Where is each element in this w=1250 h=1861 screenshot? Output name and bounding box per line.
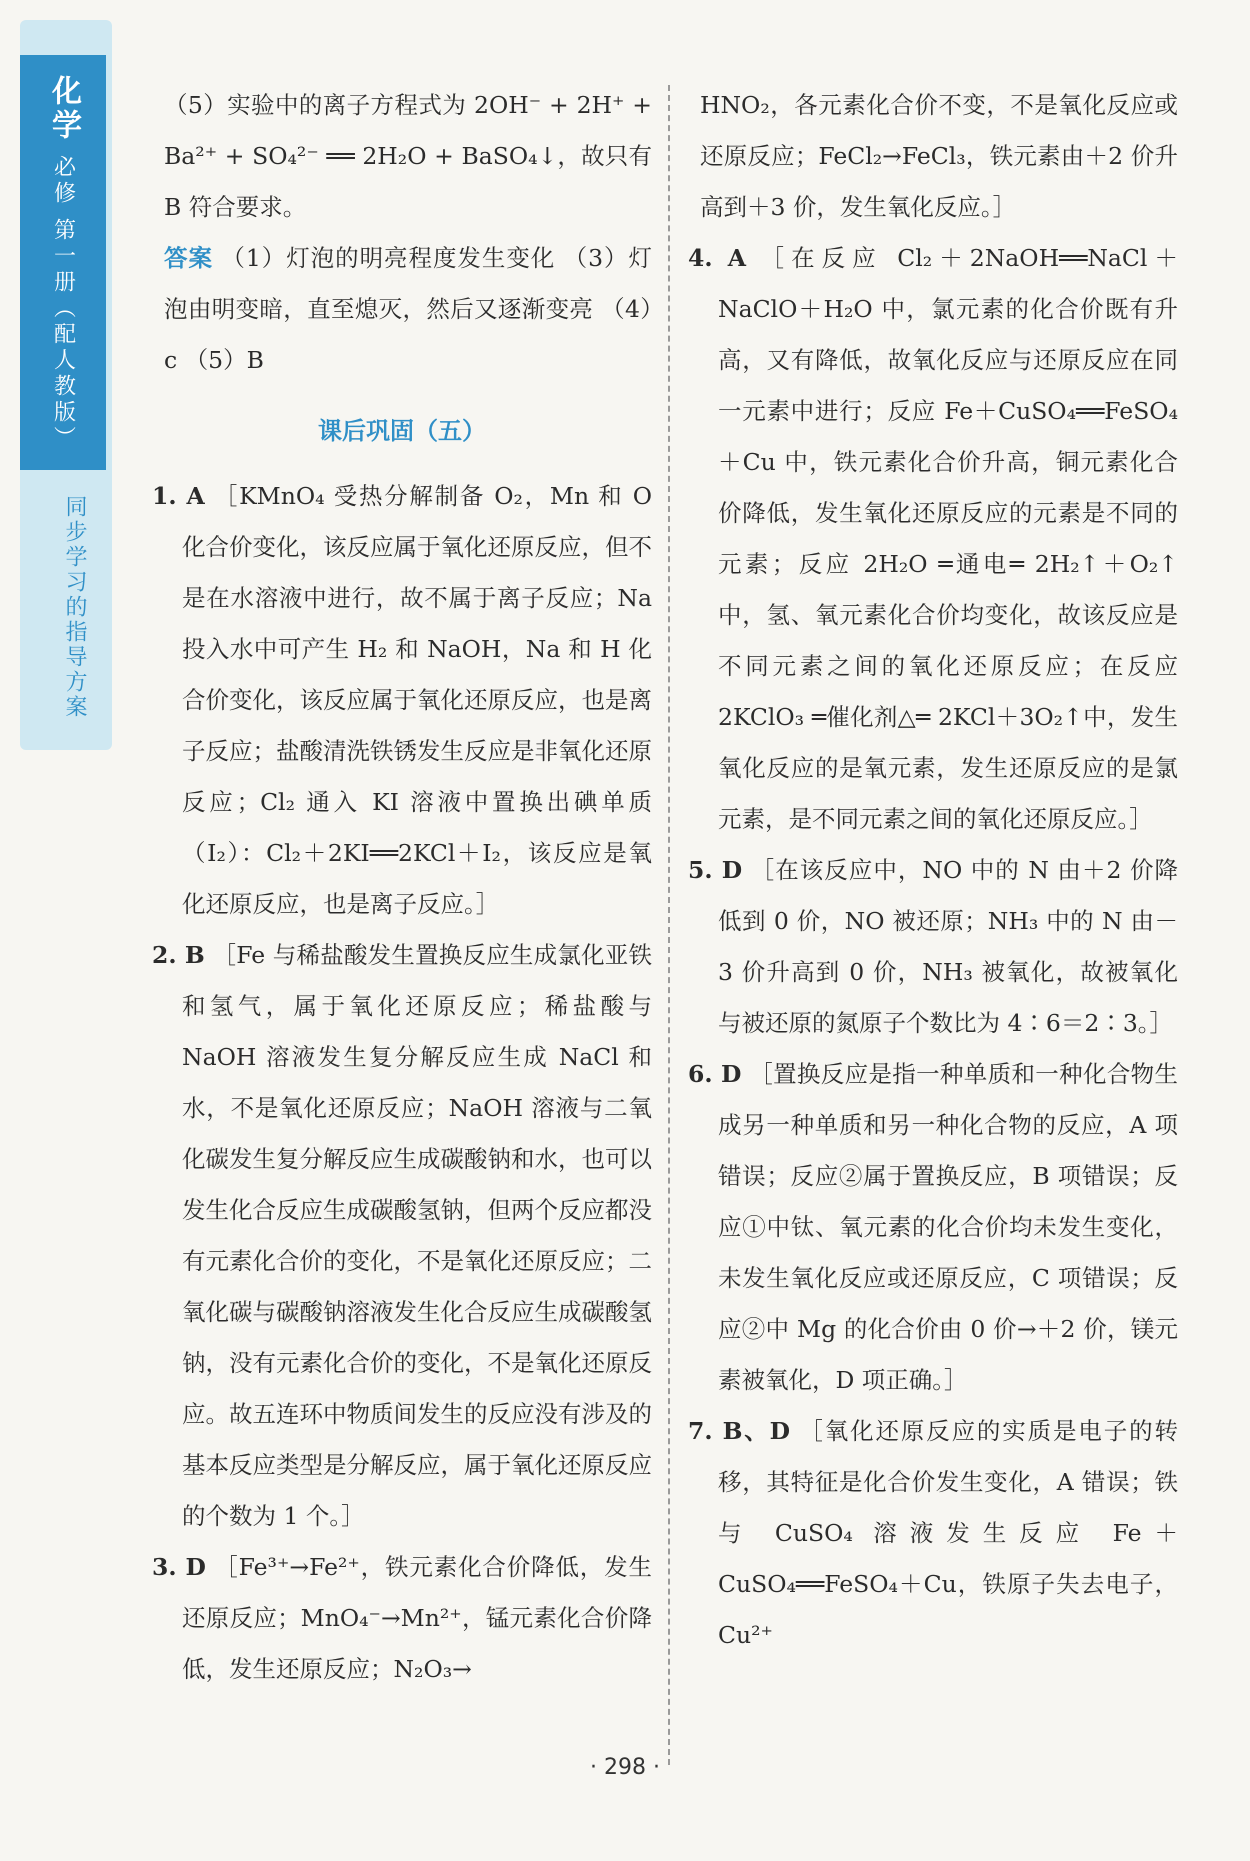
question-3-answer: 3. D	[152, 1553, 206, 1581]
question-7-explanation: ［氧化还原反应的实质是电子的转移，其特征是化合价发生变化，A 错误；铁与 CuSO₄ 溶液发生反应 Fe＋CuSO₄══FeSO₄＋Cu，铁原子失去电子，Cu²⁺	[718, 1417, 1178, 1649]
question-1-answer: 1. A	[152, 482, 205, 510]
column-divider	[668, 85, 670, 1765]
question-5	[688, 845, 1178, 1049]
question-6	[688, 1049, 1178, 1406]
question-3-continued: HNO₂，各元素化合价不变，不是氧化反应或还原反应；FeCl₂→FeCl₃，铁元素由＋2 价升高到＋3 价，发生氧化反应。］	[700, 91, 1178, 221]
side-series: 同步学习的指导方案	[62, 495, 87, 720]
question-6-explanation: ［置换反应是指一种单质和一种化合物生成另一种单质和另一种化合物的反应，A 项错误；反应②属于置换反应，B 项错误；反应①中钛、氧元素的化合价均未发生变化，未发生氧化反应或还原反应，C 项错误；反应②中 Mg 的化合价由 0 价→＋2 价，镁元素被氧化，D 项正确。］	[718, 1060, 1178, 1394]
right-column	[688, 80, 1178, 1661]
answer-text: （1）灯泡的明亮程度发生变化 （3）灯泡由明变暗，直至熄灭，然后又逐渐变亮 （4）c （5）B	[164, 244, 652, 374]
page-number: · 298 ·	[590, 1755, 660, 1780]
question-2-answer: 2. B	[152, 941, 205, 969]
answer-label: 答案	[164, 244, 213, 272]
question-5-explanation: ［在该反应中，NO 中的 N 由＋2 价降低到 0 价，NO 被还原；NH₃ 中的 N 由－3 价升高到 0 价，NH₃ 被氧化，故被氧化与被还原的氮原子个数比为 4∶6＝2∶3。］	[718, 856, 1178, 1037]
question-7-answer: 7. B、D	[688, 1417, 791, 1445]
question-4-answer: 4. A	[688, 244, 746, 272]
part5-explanation: （5）实验中的离子方程式为 2OH⁻ + 2H⁺ + Ba²⁺ + SO₄²⁻ ══ 2H₂O + BaSO₄↓，故只有 B 符合要求。	[164, 91, 652, 221]
side-volume: 必修 第一册（配人教版）	[50, 155, 76, 452]
question-1	[152, 471, 652, 930]
question-1-explanation: ［KMnO₄ 受热分解制备 O₂，Mn 和 O 化合价变化，该反应属于氧化还原反应，但不是在水溶液中进行，故不属于离子反应；Na 投入水中可产生 H₂ 和 NaOH，Na 和 H 化合价变化，该反应属于氧化还原反应，也是离子反应；盐酸清洗铁锈发生反应是非氧化还原反应；Cl₂ 通入 KI 溶液中置换出碘单质（I₂）：Cl₂＋2KI══2KCl＋I₂，该反应是氧化还原反应，也是离子反应。］	[182, 482, 652, 918]
left-column	[152, 80, 652, 1695]
question-6-answer: 6. D	[688, 1060, 742, 1088]
section-title: 课后巩固（五）	[318, 417, 486, 445]
question-2-explanation: ［Fe 与稀盐酸发生置换反应生成氯化亚铁和氢气，属于氧化还原反应；稀盐酸与 NaOH 溶液发生复分解反应生成 NaCl 和水，不是氧化还原反应；NaOH 溶液与二氧化碳发生复分解反应生成碳酸钠和水，也可以发生化合反应生成碳酸氢钠，但两个反应都没有元素化合价的变化，不是氧化还原反应；二氧化碳与碳酸钠溶液发生化合反应生成碳酸氢钠，没有元素化合价的变化，不是氧化还原反应。故五连环中物质间发生的反应没有涉及的基本反应类型是分解反应，属于氧化还原反应的个数为 1 个。］	[182, 941, 652, 1530]
side-tab-header	[20, 55, 106, 470]
question-4-explanation: ［在反应 Cl₂＋2NaOH══NaCl＋NaClO＋H₂O 中，氯元素的化合价既有升高，又有降低，故氧化反应与还原反应在同一元素中进行；反应 Fe＋CuSO₄══FeSO₄＋Cu 中，铁元素化合价升高，铜元素化合价降低，发生氧化还原反应的元素是不同的元素；反应 2H₂O ═通电═ 2H₂↑＋O₂↑中，氢、氧元素化合价均变化，故该反应是不同元素之间的氧化还原反应；在反应 2KClO₃ ═催化剂△═ 2KCl＋3O₂↑中，发生氧化反应的是氧元素，发生还原反应的是氯元素，是不同元素之间的氧化还原反应。］	[718, 244, 1178, 833]
answer-block	[152, 233, 652, 386]
question-2	[152, 930, 652, 1542]
question-4	[688, 233, 1178, 845]
question-7	[688, 1406, 1178, 1661]
side-subject: 化学	[46, 75, 81, 143]
question-3	[152, 1542, 652, 1695]
question-3-explanation: ［Fe³⁺→Fe²⁺，铁元素化合价降低，发生还原反应；MnO₄⁻→Mn²⁺，锰元素化合价降低，发生还原反应；N₂O₃→	[182, 1553, 652, 1683]
question-5-answer: 5. D	[688, 856, 743, 884]
